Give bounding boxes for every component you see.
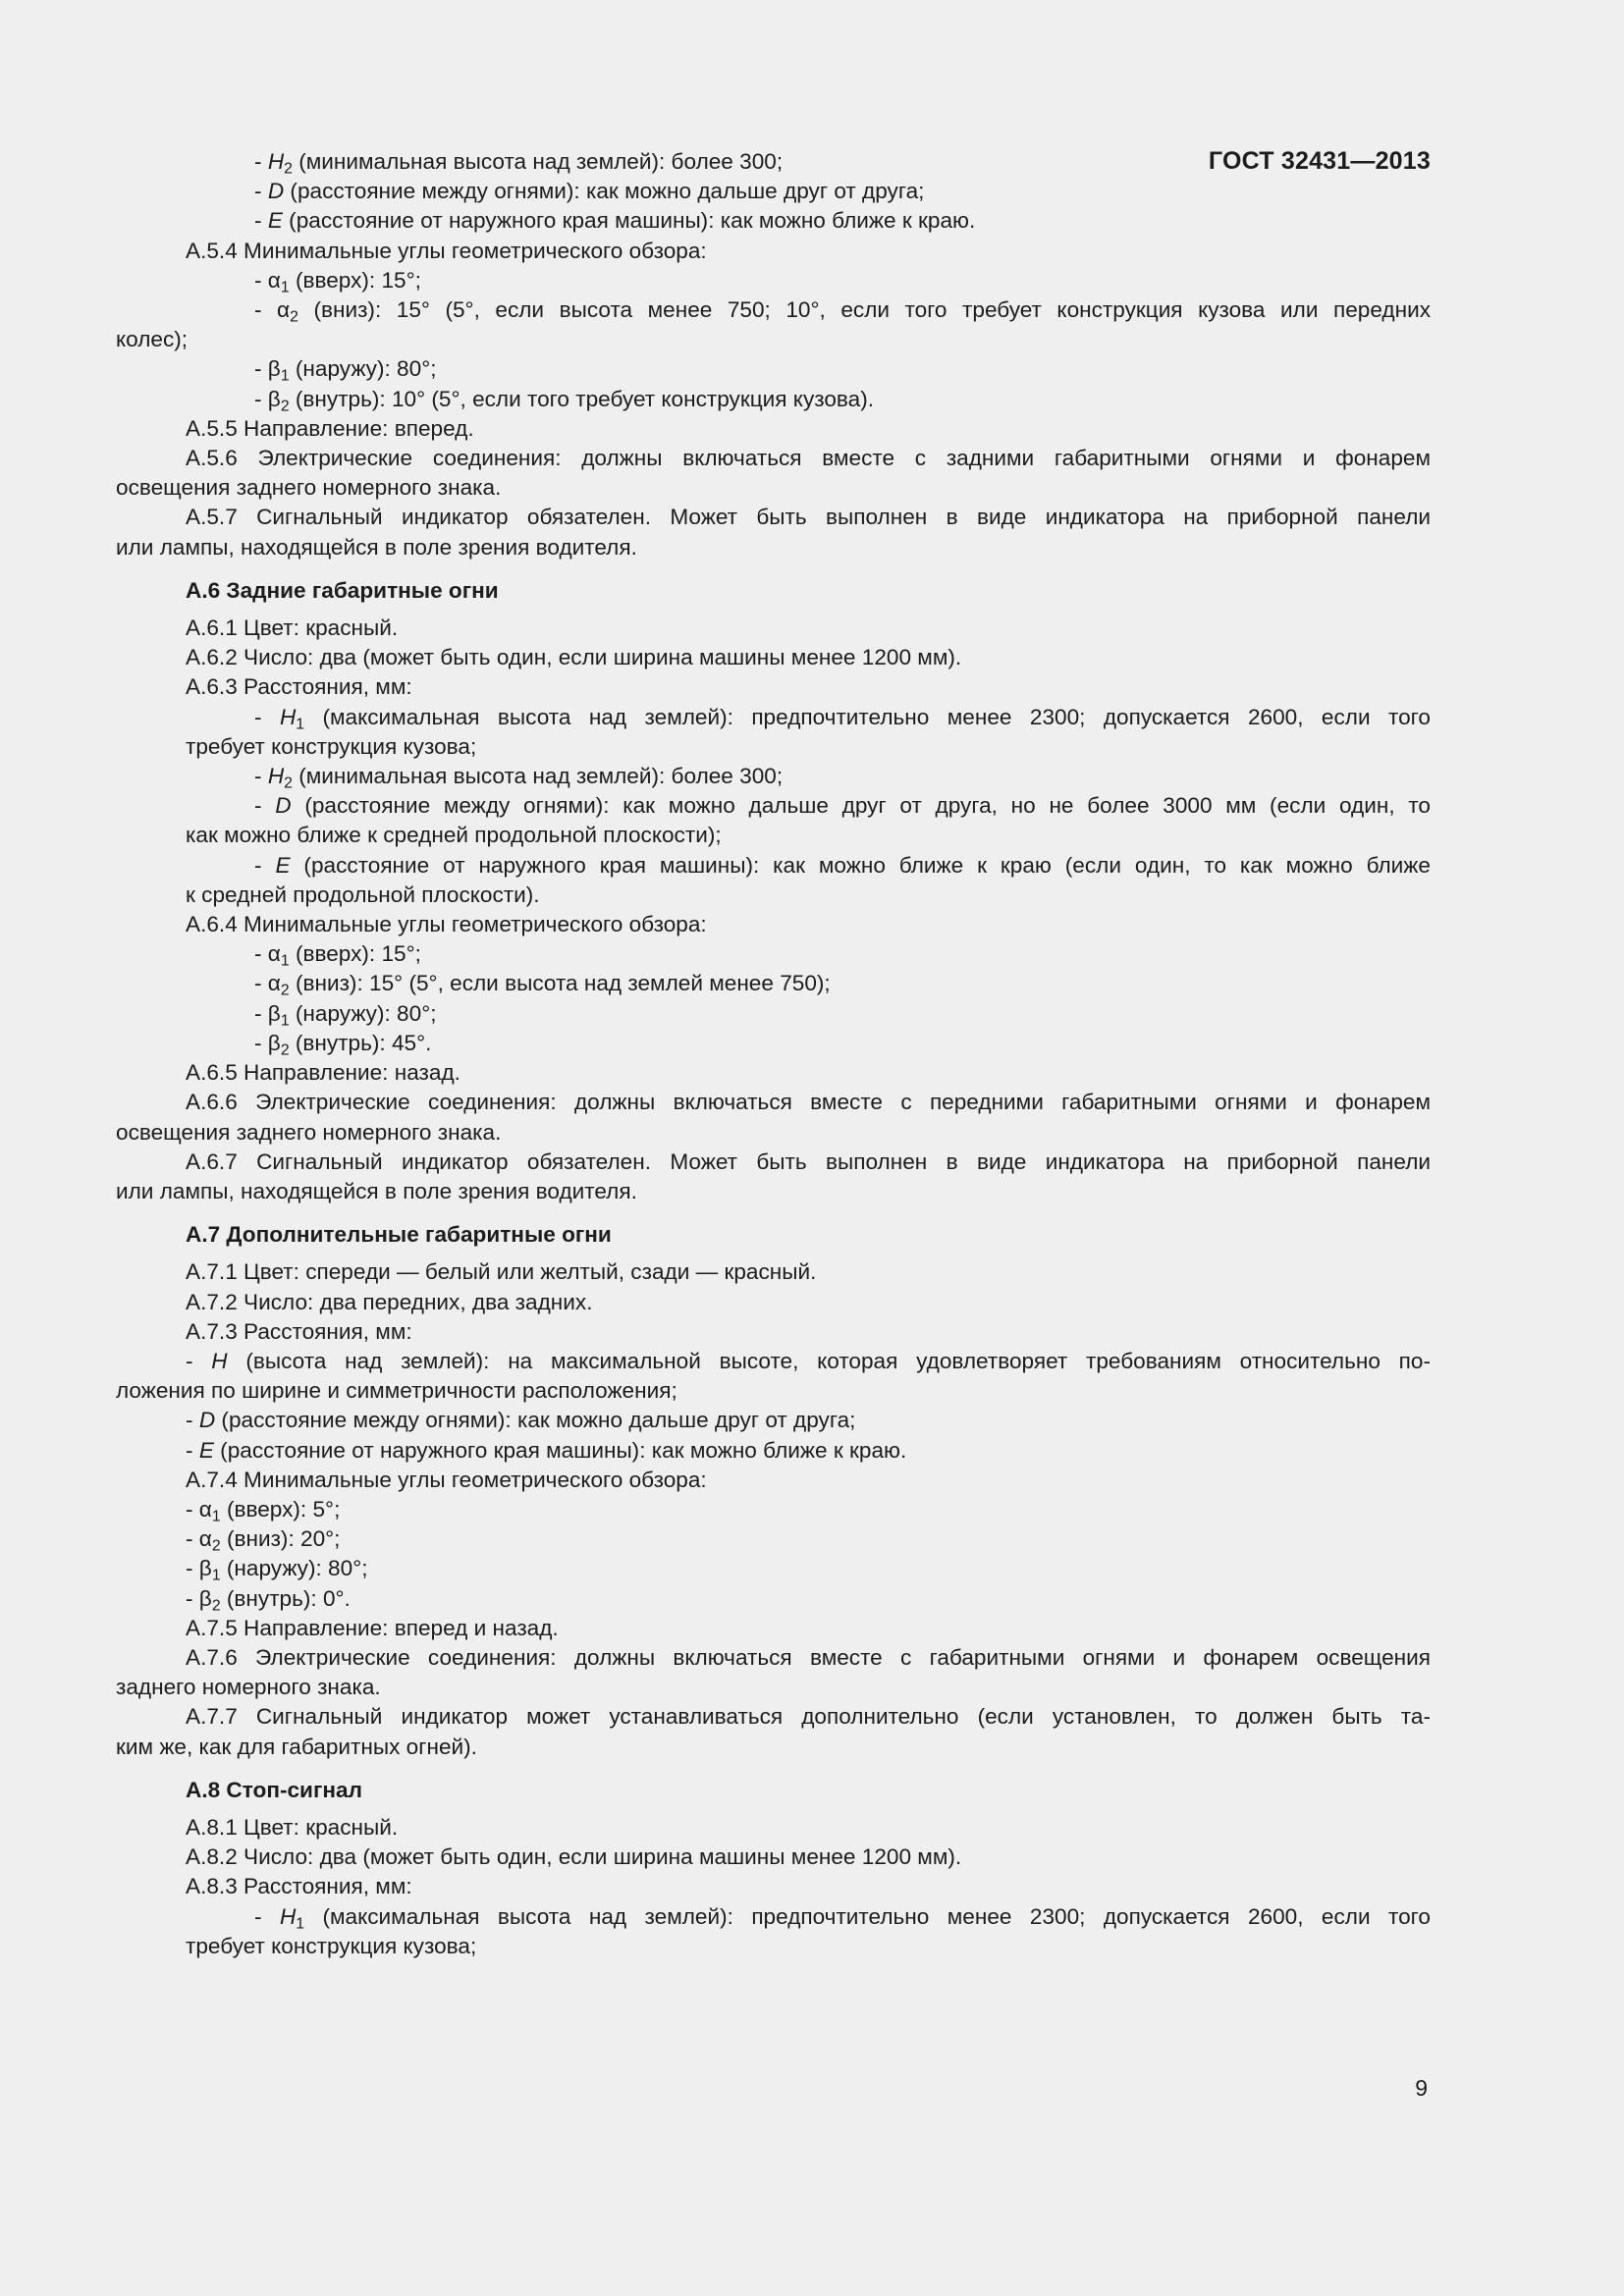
clause-text: А.5.4 Минимальные углы геометрического обзора: [186, 238, 707, 263]
clause-text: А.7.5 Направление: вперед и назад. [186, 1615, 559, 1640]
list-item: - $\alpha_1$ (вверх): 5°; [186, 1496, 341, 1525]
clause-text-continuation: освещения заднего номерного знака. [116, 475, 502, 501]
list-item: - H (высота над землей): на максимальной высоте, которая удовлетворяет требованиям относительно по- [186, 1348, 1431, 1373]
list-item: - $\alpha_1$ (вверх): 15°; [254, 941, 421, 971]
clause-text-continuation: заднего номерного знака. [116, 1675, 381, 1700]
page-number: 9 [1415, 2075, 1428, 2101]
section-heading: А.8 Стоп-сигнал [186, 1777, 362, 1802]
document-body [116, 147, 1431, 1961]
clause-text: А.5.6 Электрические соединения: должны включаться вместе с задними габаритными огнями и фонарем [186, 446, 1431, 471]
list-item-continuation: требует конструкция кузова; [186, 733, 477, 759]
list-item: - E (расстояние от наружного края машины): как можно ближе к краю. [186, 1437, 907, 1463]
clause-text: А.6.1 Цвет: красный. [186, 615, 399, 641]
list-item: - D (расстояние между огнями): как можно дальше друг от друга; [186, 1408, 856, 1433]
list-item-continuation: как можно ближе к средней продольной плоскости); [186, 823, 722, 848]
clause-text: А.6.3 Расстояния, мм: [186, 674, 412, 700]
clause-text: А.7.6 Электрические соединения: должны включаться вместе с габаритными огнями и фонарем освещения [186, 1644, 1431, 1670]
list-item: - $\alpha_2$ (вниз): 15° (5°, если высота над землей менее 750); [254, 971, 831, 1000]
list-item-continuation: ложения по ширине и симметричности расположения; [116, 1378, 677, 1404]
clause-text: А.5.5 Направление: вперед. [186, 415, 474, 441]
list-item: - $H_1$ (максимальная высота над землей): предпочтительно менее 2300; допускается 2600, если того [254, 704, 1431, 733]
list-item-continuation: требует конструкция кузова; [186, 1933, 477, 1958]
clause-text: А.7.4 Минимальные углы геометрического обзора: [186, 1467, 707, 1492]
clause-text: А.6.5 Направление: назад. [186, 1060, 460, 1086]
list-item: - $\alpha_1$ (вверх): 15°; [254, 267, 421, 296]
list-item: - $\beta_2$ (внутрь): 10° (5°, если того требует конструкция кузова). [254, 386, 875, 415]
list-item: - E (расстояние от наружного края машины): как можно ближе к краю (если один, то как можно ближе [254, 852, 1431, 878]
list-item: - $\alpha_2$ (вниз): 15° (5°, если высота менее 750; 10°, если того требует конструкция кузова или передних [254, 297, 1431, 326]
clause-text: А.8.2 Число: два (может быть один, если ширина машины менее 1200 мм). [186, 1844, 962, 1870]
list-item: - $H_1$ (максимальная высота над землей): предпочтительно менее 2300; допускается 2600, если того [254, 1903, 1431, 1933]
clause-text: А.7.7 Сигнальный индикатор может устанавливаться дополнительно (если установлен, то должен быть та- [186, 1704, 1431, 1730]
section-heading: А.7 Дополнительные габаритные огни [186, 1222, 612, 1248]
section-a6 [116, 576, 1431, 1206]
section-a7 [116, 1220, 1431, 1762]
clause-text-continuation: ким же, как для габаритных огней). [116, 1734, 477, 1759]
list-item: - $\beta_1$ (наружу): 80°; [186, 1556, 368, 1585]
list-item: - D (расстояние между огнями): как можно дальше друг от друга; [254, 179, 925, 204]
list-item-continuation: к средней продольной плоскости). [186, 881, 540, 907]
list-item: - $H_2$ (минимальная высота над землей): более 300; [254, 149, 784, 178]
list-item: - $H_2$ (минимальная высота над землей): более 300; [254, 764, 784, 792]
list-item: - E (расстояние от наружного края машины): как можно ближе к краю. [254, 208, 976, 234]
section-a5 [116, 147, 1431, 562]
list-item-continuation: колес); [116, 327, 189, 352]
list-item: - $\beta_2$ (внутрь): 0°. [186, 1585, 351, 1615]
clause-text: А.8.1 Цвет: красный. [186, 1814, 399, 1840]
clause-text: А.7.1 Цвет: спереди — белый или желтый, сзади — красный. [186, 1259, 817, 1285]
clause-text-continuation: или лампы, находящейся в поле зрения водителя. [116, 534, 637, 560]
clause-text: А.5.7 Сигнальный индикатор обязателен. Может быть выполнен в виде индикатора на приборной панели [186, 505, 1431, 530]
list-item: - $\beta_1$ (наружу): 80°; [254, 1000, 437, 1030]
clause-text-continuation: освещения заднего номерного знака. [116, 1119, 502, 1145]
list-item: - $\beta_2$ (внутрь): 45°. [254, 1030, 432, 1059]
section-a8 [116, 1776, 1431, 1961]
clause-text: А.6.7 Сигнальный индикатор обязателен. Может быть выполнен в виде индикатора на приборной панели [186, 1148, 1431, 1174]
clause-text: А.6.4 Минимальные углы геометрического обзора: [186, 912, 707, 937]
clause-text: А.7.2 Число: два передних, два задних. [186, 1289, 593, 1314]
list-item: - D (расстояние между огнями): как можно дальше друг от друга, но не более 3000 мм (если один, то [254, 793, 1431, 819]
clause-text-continuation: или лампы, находящейся в поле зрения водителя. [116, 1178, 637, 1203]
clause-text: А.8.3 Расстояния, мм: [186, 1874, 412, 1899]
clause-text: А.6.6 Электрические соединения: должны включаться вместе с передними габаритными огнями и фонарем [186, 1090, 1431, 1115]
section-heading: А.6 Задние габаритные огни [186, 577, 499, 603]
clause-text: А.6.2 Число: два (может быть один, если ширина машины менее 1200 мм). [186, 645, 962, 670]
clause-text: А.7.3 Расстояния, мм: [186, 1318, 412, 1344]
document-id: ГОСТ 32431—2013 [1208, 147, 1431, 175]
list-item: - $\alpha_2$ (вниз): 20°; [186, 1526, 341, 1555]
list-item: - $\beta_1$ (наружу): 80°; [254, 356, 437, 386]
